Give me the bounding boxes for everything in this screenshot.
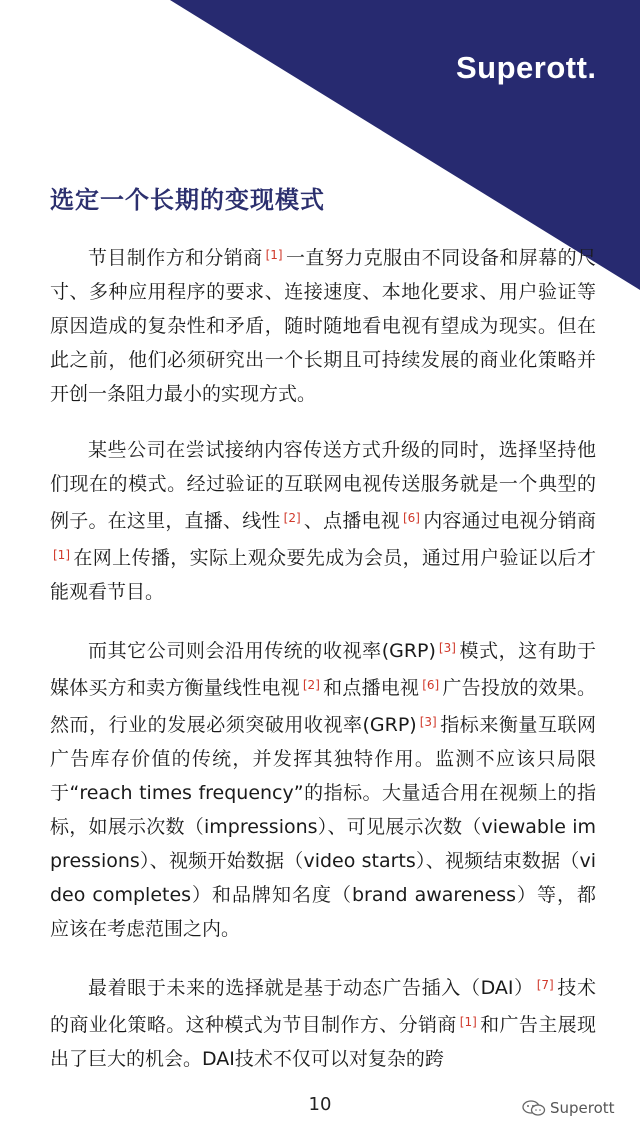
paragraph-text: 最着眼于未来的选择就是基于动态广告插入（DAI） [88,977,534,999]
paragraph-text: 节目制作方和分销商 [88,247,263,269]
paragraph-text: 指标来衡量互联网广告库存价值的传统，并发挥其独特作用。监测不应该只局限于“reach times frequency”的指标。大量适合用在视频上的指标，如展示次数（impressions）、可见展示次数（viewable impressions）、视频开始数据（video starts）、视频结束数据（video completes）和品牌知名度（brand awareness）等，都应该在考虑范围之内。 [50,714,596,940]
page-number: 10 [308,1094,332,1115]
paragraph-text: 模式，这有助于媒体买方和卖方衡量线性电视 [50,640,596,699]
body-paragraph [50,968,596,1076]
paragraph-text: 而其它公司则会沿用传统的收视率(GRP) [88,640,436,662]
footnote-reference[interactable]: [6] [402,511,420,525]
body-paragraph [50,238,596,411]
body-paragraph [50,631,596,946]
paragraph-text: 内容通过电视分销商 [422,510,596,532]
footnote-reference[interactable]: [3] [419,715,437,729]
footnote-reference[interactable]: [3] [438,641,456,655]
footnote-reference[interactable]: [1] [53,548,70,562]
body-paragraph [50,433,596,609]
paragraph-text: 一直努力克服由不同设备和屏幕的尺寸、多种应用程序的要求、连接速度、本地化要求、用户验证等原因造成的复杂性和矛盾，随时随地看电视有望成为现实。但在此之前，他们必须研究出一个长期且可持续发展的商业化策略并开创一条阻力最小的实现方式。 [50,247,596,405]
paragraph-text: 技术的商业化策略。这种模式为节目制作方、分销商 [50,977,596,1036]
paragraph-text: 广告投放的效果。然而，行业的发展必须突破用收视率(GRP) [50,677,596,736]
footnote-reference[interactable]: [1] [459,1015,477,1029]
paragraph-text: 和广告主展现出了巨大的机会。DAI技术不仅可以对复杂的跨 [50,1014,596,1070]
account-watermark [522,1099,615,1117]
paragraph-text: 和点播电视 [322,677,420,699]
paragraph-text: 某些公司在尝试接纳内容传送方式升级的同时，选择坚持他们现在的模式。经过验证的互联网电视传送服务就是一个典型的例子。在这里，直播、线性 [50,439,596,532]
footnote-reference[interactable]: [6] [422,678,440,692]
brand-logo: Superott. [456,50,597,85]
watermark-label: Superott [550,1099,615,1117]
footnote-reference[interactable]: [2] [283,511,301,525]
footnote-reference[interactable]: [7] [536,978,554,992]
paragraph-text: 在网上传播，实际上观众要先成为会员，通过用户验证以后才能观看节目。 [50,547,596,603]
paragraph-text: 、点播电视 [303,510,400,532]
section-title: 选定一个长期的变现模式 [50,186,325,214]
article-body [50,238,596,1098]
footnote-reference[interactable]: [1] [265,248,283,262]
wechat-icon [522,1100,546,1116]
footnote-reference[interactable]: [2] [302,678,320,692]
